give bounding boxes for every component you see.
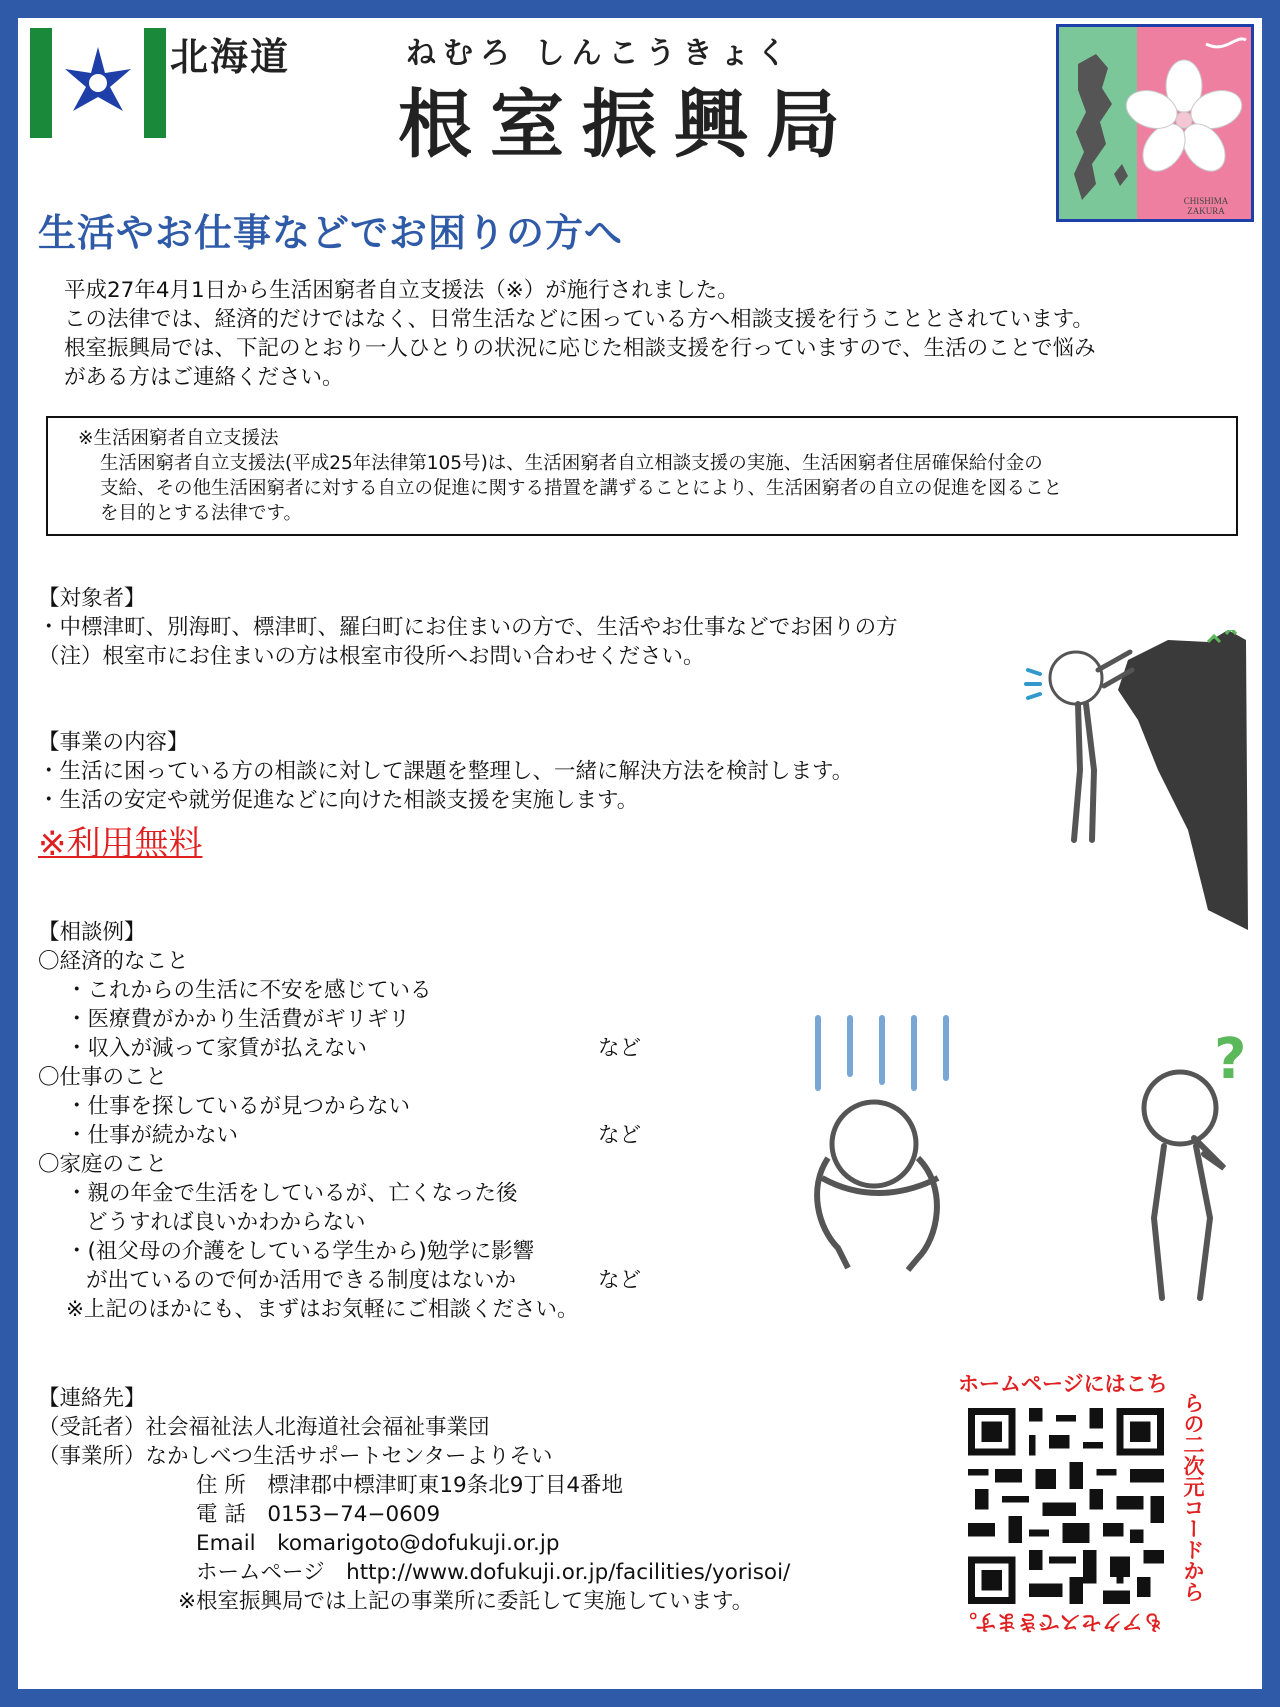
example-item: ・親の年金で生活をしているが、亡くなった後 <box>66 1181 518 1206</box>
targets-section <box>38 584 898 671</box>
content-heading: 【事業の内容】 <box>38 730 189 755</box>
intro-line: この法律では、経済的だけではなく、日常生活などに困っている方へ相談支援を行うこととされています。 <box>64 307 1094 332</box>
contact-homepage-link[interactable]: ホームページ http://www.dofukuji.or.jp/facilities/yorisoi/ <box>196 1560 791 1585</box>
law-explanation-box <box>46 416 1238 536</box>
thinking-person-icon <box>1134 1018 1254 1308</box>
example-item-continued: どうすれば良いかわからない <box>86 1210 366 1235</box>
intro-line: 平成27年4月1日から生活困窮者自立支援法（※）が施行されました。 <box>64 278 739 303</box>
example-item: ・(祖父母の介護をしている学生から)勉学に影響 <box>66 1239 535 1264</box>
examples-section <box>38 918 642 1324</box>
cliff-hanging-person-icon <box>1008 630 1248 930</box>
content-line: ・生活に困っている方の相談に対して課題を整理し、一緒に解決方法を検討します。 <box>38 759 854 784</box>
intro-line: 根室振興局では、下記のとおり一人ひとりの状況に応じた相談支援を行っていますので、生活のことで悩み <box>64 336 1096 361</box>
logo-text-1: CHISHIMA <box>1183 196 1229 206</box>
contact-heading: 【連絡先】 <box>38 1386 146 1411</box>
content-section <box>38 728 853 815</box>
bureau-furigana: ねむろ しんこうきょく <box>406 36 794 71</box>
bureau-name: 根室振興局 <box>398 82 858 168</box>
contact-phone: 電 話 0153−74−0609 <box>196 1502 441 1527</box>
category-economic: 〇経済的なこと <box>38 949 189 974</box>
svg-text:?: ? <box>1214 1027 1247 1092</box>
qr-caption-bottom: もアクセスできます。 <box>956 1610 1164 1634</box>
law-box-line: 支給、その他生活困窮者に対する自立の促進に関する措置を講ずることにより、生活困窮者の自立の促進を図ること <box>100 478 1063 499</box>
contact-consignee: （受託者）社会福祉法人北海道社会福祉事業団 <box>38 1415 490 1440</box>
example-row <box>38 1121 642 1150</box>
law-box-line: を目的とする法律です。 <box>100 503 303 524</box>
examples-note: ※上記のほかにも、まずはお気軽にご相談ください。 <box>66 1297 579 1322</box>
example-item: ・仕事を探しているが見つからない <box>66 1094 411 1119</box>
example-row <box>38 1034 642 1063</box>
targets-line: ・中標津町、別海町、標津町、羅臼町にお住まいの方で、生活やお仕事などでお困りの方 <box>38 615 898 640</box>
qr-code-icon[interactable] <box>968 1408 1164 1604</box>
contact-address: 住 所 標津郡中標津町東19条北9丁目4番地 <box>196 1473 624 1498</box>
intro-line: がある方はご連絡ください。 <box>64 365 344 390</box>
etc-label: など <box>598 1123 642 1148</box>
content-line: ・生活の安定や就労促進などに向けた相談支援を実施します。 <box>38 788 639 813</box>
free-of-charge-note: ※利用無料 <box>38 824 203 864</box>
targets-line: （注）根室市にお住まいの方は根室市役所へお問い合わせください。 <box>38 644 705 669</box>
page-title: 生活やお仕事などでお困りの方へ <box>38 211 624 255</box>
hokkaido-label: 北海道 <box>170 35 291 79</box>
example-item: ・仕事が続かない <box>66 1123 239 1148</box>
chishima-zakura-logo <box>1056 24 1254 222</box>
law-box-heading: ※生活困窮者自立支援法 <box>78 428 279 449</box>
contact-office: （事業所）なかしべつ生活サポートセンターよりそい <box>38 1444 553 1469</box>
qr-caption-side: らの二次元コードから <box>1181 1392 1205 1602</box>
example-item: ・医療費がかかり生活費がギリギリ <box>66 1007 411 1032</box>
flyer-page <box>18 18 1262 1689</box>
category-family: 〇家庭のこと <box>38 1152 168 1177</box>
etc-label: など <box>598 1268 642 1293</box>
targets-heading: 【対象者】 <box>38 586 146 611</box>
contact-note: ※根室振興局では上記の事業所に委託して実施しています。 <box>178 1589 754 1614</box>
hokkaido-emblem-icon <box>30 28 166 138</box>
example-item-continued: が出ているので何か活用できる制度はないか <box>86 1268 517 1293</box>
sitting-sad-person-icon <box>788 1008 988 1278</box>
logo-text-2: ZAKURA <box>1187 206 1225 216</box>
example-item: ・これからの生活に不安を感じている <box>66 978 432 1003</box>
examples-heading: 【相談例】 <box>38 920 146 945</box>
category-work: 〇仕事のこと <box>38 1065 168 1090</box>
law-box-line: 生活困窮者自立支援法(平成25年法律第105号)は、生活困窮者自立相談支援の実施、生活困窮者住居確保給付金の <box>100 453 1043 474</box>
qr-caption-top: ホームページにはこち <box>958 1372 1168 1396</box>
example-row <box>38 1266 642 1295</box>
contact-section <box>38 1384 790 1616</box>
contact-email[interactable]: Email komarigoto@dofukuji.or.jp <box>196 1531 560 1556</box>
intro-paragraph <box>64 276 1244 392</box>
etc-label: など <box>598 1036 642 1061</box>
example-item: ・収入が減って家賃が払えない <box>66 1036 368 1061</box>
